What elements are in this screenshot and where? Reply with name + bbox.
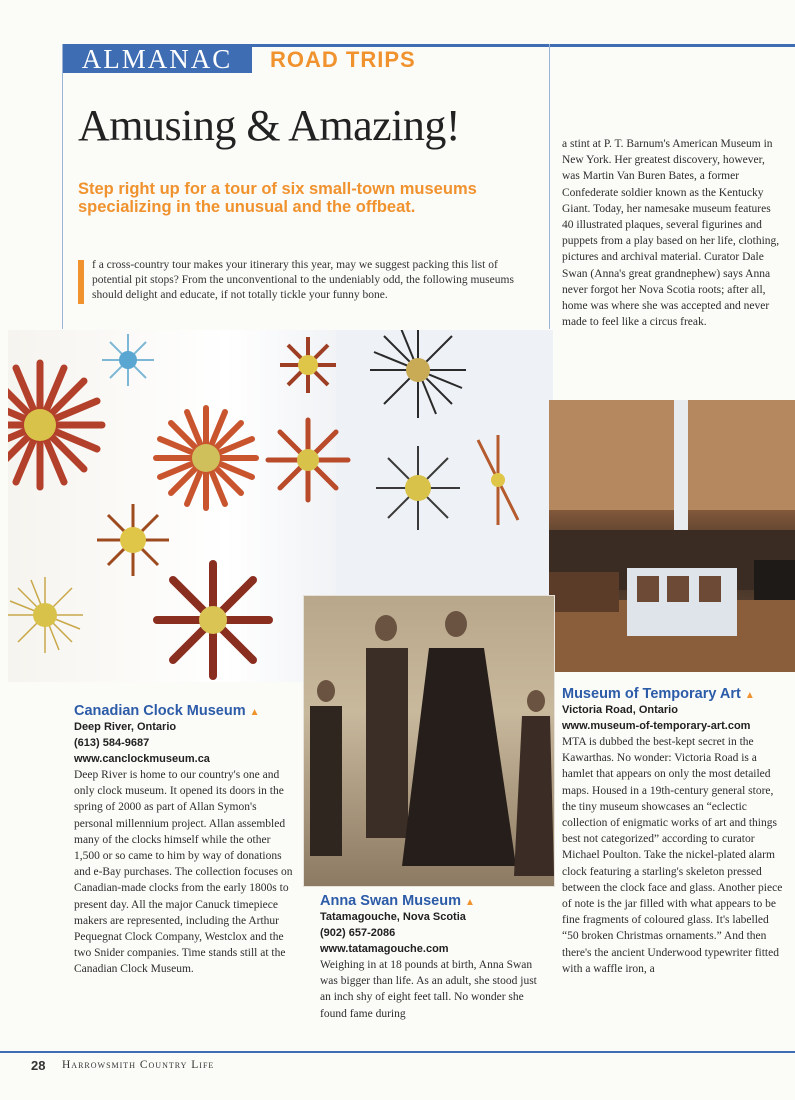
listing-title: Canadian Clock Museum ▲	[74, 703, 260, 719]
listing-title: Museum of Temporary Art ▲	[562, 686, 755, 702]
listing-phone: (613) 584-9687	[74, 737, 150, 749]
footer-rule	[0, 1051, 795, 1053]
magazine-name: Harrowsmith Country Life	[62, 1059, 215, 1071]
caret-up-icon: ▲	[744, 690, 755, 701]
listing-location: Deep River, Ontario	[74, 721, 177, 733]
anna-swan-portrait-photo	[303, 595, 555, 887]
listing-body: Weighing in at 18 pounds at birth, Anna Swan was bigger than life. As an adult, she stood just an inch shy of eight feet tall. No wonder she found fame during	[320, 959, 537, 1020]
caret-up-icon: ▲	[465, 897, 475, 908]
page-number: 28	[31, 1058, 46, 1073]
listing-body: MTA is dubbed the best-kept secret in the Kawarthas. No wonder: Victoria Road is a hamlet that appears on only the most detailed maps. Housed in a 19th-century general store, the tiny museum showcases an “eclectic collection of enigmatic works of art and things best not categorized” according to curator Michael Poulton. Take the nickel-plated alarm clock featuring a starling's skeleton pressed between the clock face and glass. Another piece of note is the jar filled with what appears to be fine fragments of coloured glass. It's labelled “50 broken Christmas ornaments.” And then there's the ancient Underwood typewriter fitted with a waffle iron, a	[562, 736, 783, 975]
article-intro	[78, 258, 540, 304]
listing-url[interactable]: www.canclockmuseum.ca	[74, 753, 210, 765]
listing-canadian-clock-museum	[74, 703, 294, 978]
anna-continued-text: a stint at P. T. Barnum's American Museum in New York. Her greatest discovery, however, was Martin Van Buren Bates, a former Confederate soldier known as the Kentucky Giant. Today, her namesake museum features 40 illustrated plaques, several figurines and puppets from a play based on her life, clothing, pictures and archival material. Curator Dale Swan (Anna's great grandnephew) says Anna never forgot her Nova Scotia roots; after all, home was where she was accepted and never made to feel like a circus freak.	[562, 138, 780, 329]
caret-up-icon: ▲	[249, 707, 260, 718]
museum-interior-photo	[549, 400, 795, 672]
listing-url[interactable]: www.tatamagouche.com	[320, 943, 449, 955]
listing-museum-of-temporary-art	[562, 686, 787, 977]
frame-line-right	[549, 44, 550, 329]
article-deck: Step right up for a tour of six small-town museums specializing in the unusual and the offbeat.	[78, 180, 477, 216]
frame-line-left	[62, 44, 63, 329]
section-name: ROAD TRIPS	[270, 47, 416, 72]
intro-text: f a cross-country tour makes your itinerary this year, may we suggest packing this list of potential pit stops? From the unconventional to the undeniably odd, the following museums should delight and educate, if not totally tickle your funny bone.	[92, 259, 514, 301]
drop-cap-bar	[78, 260, 84, 304]
listing-title: Anna Swan Museum ▲	[320, 893, 475, 909]
listing-anna-swan-museum	[320, 893, 545, 1022]
listing-body: Deep River is home to our country's one and only clock museum. It opened its doors in the spring of 2000 as part of Allan Symon's personal millennium project. Allan assembled many of the clocks himself while the other 1,500 or so came to him by way of donations and e-Bay purchases. The collection focuses on Canadian-made clocks from the early 1800s to present day. All the major Canuck timepiece makers are represented, including the Arthur Pequegnat Clock Company, Westclox and the two Snider companies. Time stands still at the Canadian Clock Museum.	[74, 769, 293, 976]
listing-phone: (902) 657-2086	[320, 927, 396, 939]
listing-url[interactable]: www.museum-of-temporary-art.com	[562, 720, 751, 732]
portrait-figures-illustration	[304, 596, 554, 886]
listing-location: Victoria Road, Ontario	[562, 704, 678, 716]
museum-interior-illustration	[549, 400, 795, 672]
listing-location: Tatamagouche, Nova Scotia	[320, 911, 466, 923]
article-title: Amusing & Amazing!	[78, 101, 461, 150]
section-tag: ALMANAC	[62, 44, 252, 73]
